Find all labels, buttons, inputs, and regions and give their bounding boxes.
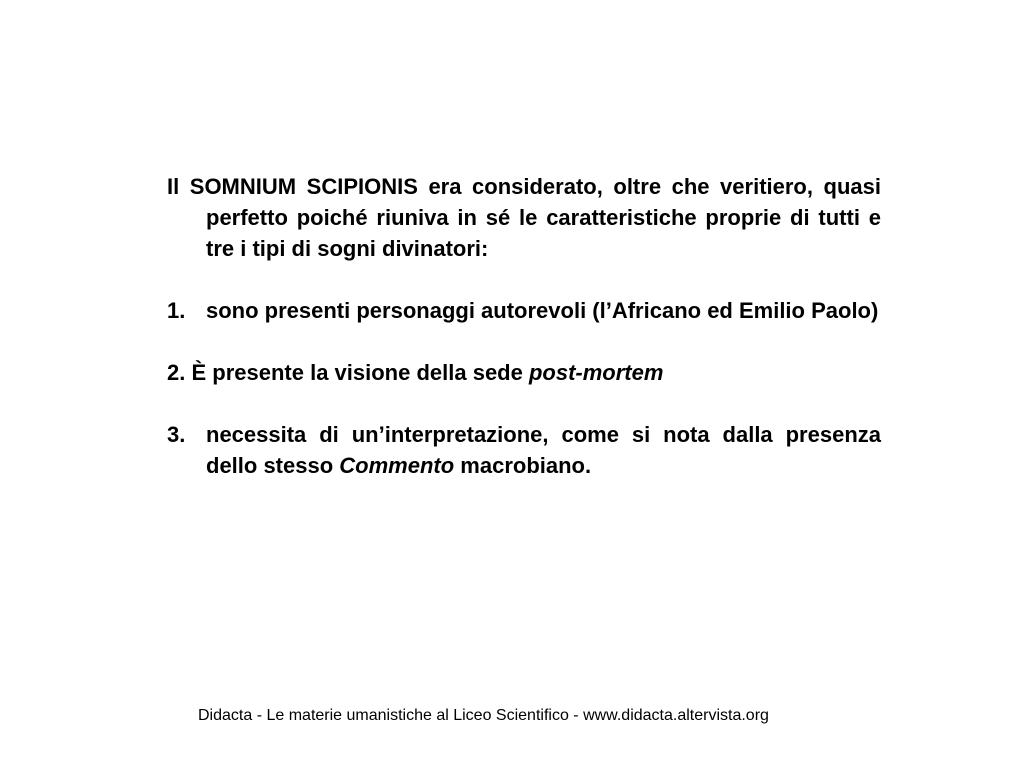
footer-credit: Didacta - Le materie umanistiche al Liceo Scientifico - www.didacta.altervista.org [198,707,769,724]
list-item-2-text: È presente la visione della sede [191,360,529,385]
list-item-2 [167,357,881,388]
list-item-2-emphasis: post-mortem [528,360,664,385]
list-item-3-text-end: macrobiano. [454,453,592,478]
list-item-3 [167,419,881,481]
list-item-1-number: 1. [167,298,186,323]
list-item-1 [167,295,881,326]
list-item-3-emphasis: Commento [339,453,455,478]
list-item-3-number: 3. [167,422,186,447]
intro-paragraph: Il SOMNIUM SCIPIONIS era considerato, oltre che veritiero, quasi perfetto poiché riuniva in sé le caratteristiche proprie di tutti e tre i tipi di sogni divinatori: [167,174,881,261]
slide-body [167,171,881,481]
list-item-1-text: sono presenti personaggi autorevoli (l’Africano ed Emilio Paolo) [206,298,879,323]
list-item-2-number: 2. [167,360,186,385]
list-item-3-text: necessita di un’interpretazione, come si nota dalla presenza dello stesso [206,422,881,478]
